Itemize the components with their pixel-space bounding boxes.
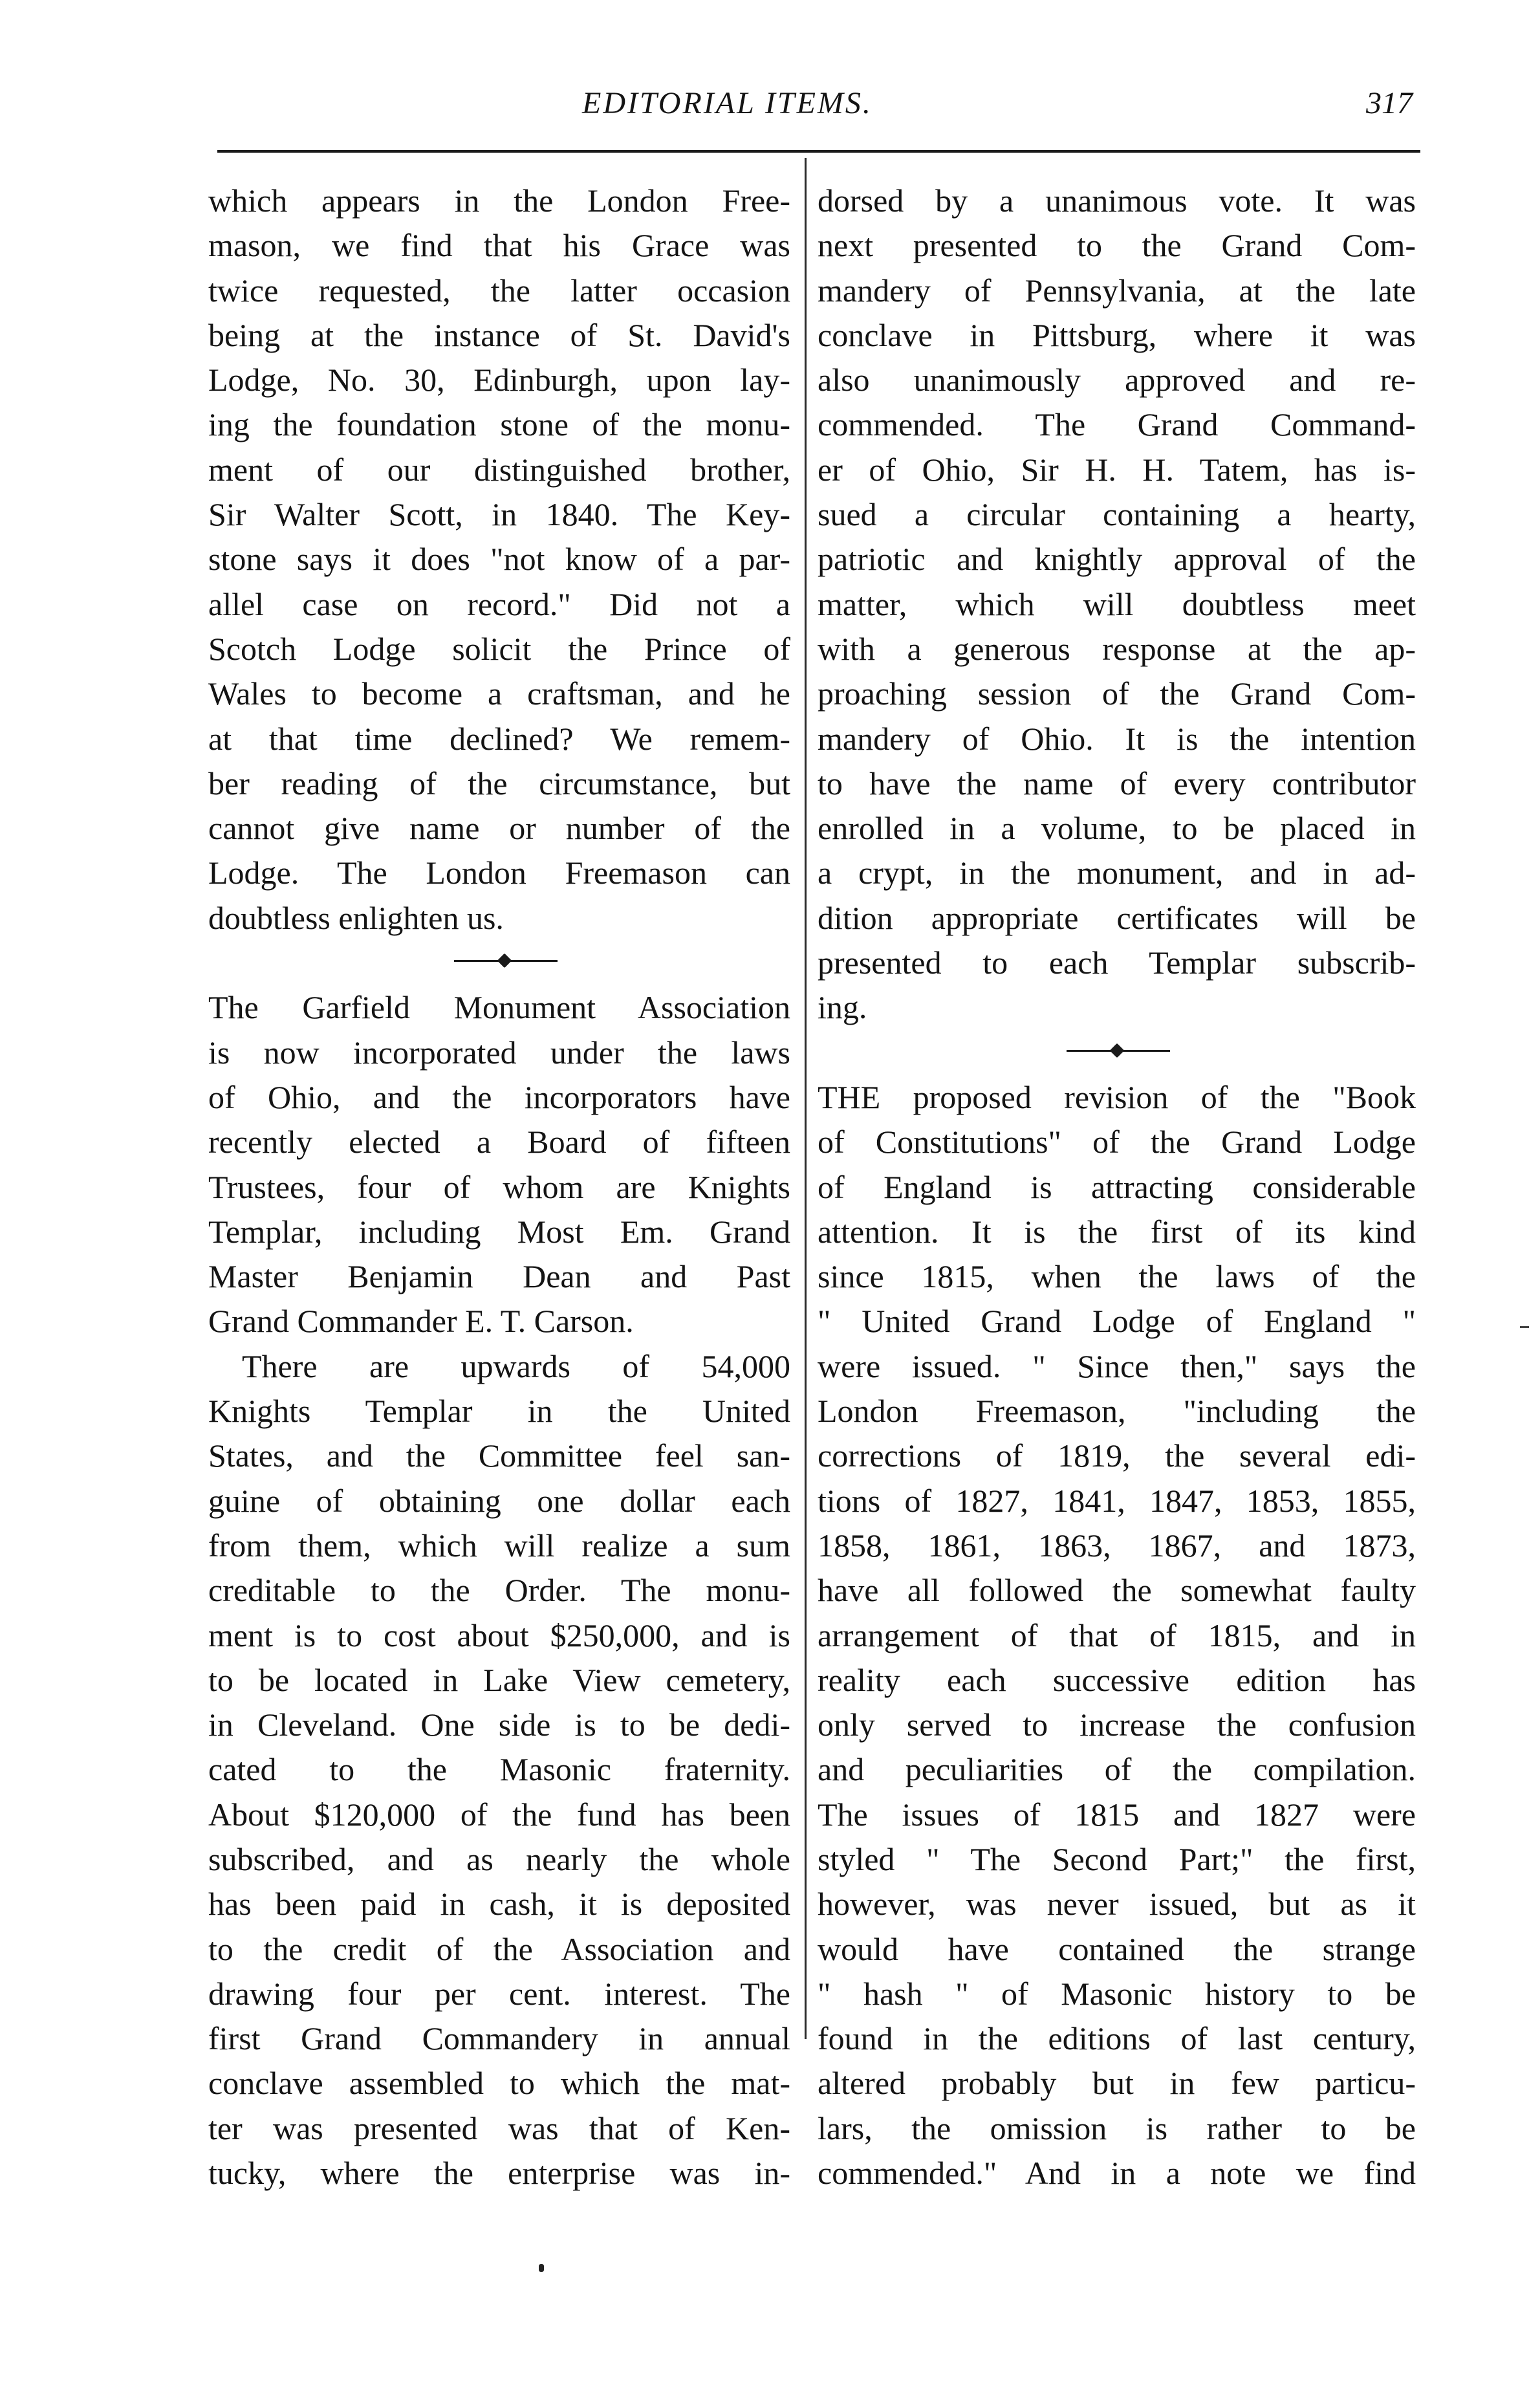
text-line: and peculiarities of the compilation. — [818, 1751, 1416, 1788]
text-line: since 1815, when the laws of the — [818, 1258, 1416, 1295]
print-mark — [1520, 1326, 1529, 1328]
paragraph-garfield-association — [208, 985, 790, 1344]
text-line: Knights Templar in the United — [208, 1393, 790, 1430]
text-line: of Ohio, and the incorporators have — [208, 1078, 790, 1115]
text-line: Lodge. The London Freemason can — [208, 855, 790, 891]
text-line: only served to increase the confusion — [818, 1706, 1416, 1743]
print-speck — [539, 2264, 544, 2272]
text-line: twice requested, the latter occasion — [208, 272, 790, 309]
text-line: of Constitutions" of the Grand Lodge — [818, 1124, 1416, 1161]
running-title: EDITORIAL ITEMS. — [582, 86, 873, 120]
text-line: Wales to become a craftsman, and he — [208, 675, 790, 712]
section-divider — [208, 941, 790, 985]
text-line: ter was presented was that of Ken- — [208, 2109, 790, 2146]
text-line: ber reading of the circumstance, but — [208, 765, 790, 801]
text-line: were issued. " Since then," says the — [818, 1347, 1416, 1384]
text-line: About $120,000 of the fund has been — [208, 1796, 790, 1833]
text-line: cated to the Masonic fraternity. — [208, 1751, 790, 1788]
right-column — [818, 179, 1416, 2196]
text-line: er of Ohio, Sir H. H. Tatem, has is- — [818, 451, 1416, 488]
text-line: doubtless enlighten us. — [208, 899, 504, 936]
text-line: would have contained the strange — [818, 1930, 1416, 1967]
section-divider — [818, 1030, 1416, 1075]
text-line: tions of 1827, 1841, 1847, 1853, 1855, — [818, 1482, 1416, 1519]
text-line: at that time declined? We remem- — [208, 720, 790, 757]
text-line: found in the editions of last century, — [818, 2020, 1416, 2057]
text-line: to be located in Lake View cemetery, — [208, 1661, 790, 1698]
text-line: mandery of Ohio. It is the intention — [818, 720, 1416, 757]
text-line: London Freemason, "including the — [818, 1393, 1416, 1430]
paragraph-freemason-note — [208, 179, 790, 941]
text-line: reality each successive edition has — [818, 1661, 1416, 1698]
text-line: There are upwards of 54,000 — [242, 1347, 790, 1384]
divider-ornament — [1067, 1050, 1170, 1052]
text-line: Templar, including Most Em. Grand — [208, 1213, 790, 1250]
text-line: corrections of 1819, the several edi- — [818, 1437, 1416, 1474]
text-line: of England is attracting considerable — [818, 1168, 1416, 1205]
text-line: from them, which will realize a sum — [208, 1527, 790, 1564]
text-line: being at the instance of St. David's — [208, 316, 790, 353]
column-rule — [805, 158, 807, 2039]
text-line: commended. The Grand Command- — [818, 406, 1416, 443]
text-line: altered probably but in few particu- — [818, 2065, 1416, 2102]
page-number: 317 — [1366, 86, 1413, 120]
text-line: however, was never issued, but as it — [818, 1886, 1416, 1923]
text-line: to have the name of every contributor — [818, 765, 1416, 801]
text-line: ing the foundation stone of the monu- — [208, 406, 790, 443]
text-line: conclave assembled to which the mat- — [208, 2065, 790, 2102]
paragraph-knights-templar — [208, 1344, 790, 2196]
divider-ornament — [454, 960, 558, 962]
text-line: Sir Walter Scott, in 1840. The Key- — [208, 496, 790, 533]
text-line: first Grand Commandery in annual — [208, 2020, 790, 2057]
text-line: styled " The Second Part;" the first, — [818, 1840, 1416, 1877]
text-line: conclave in Pittsburg, where it was — [818, 316, 1416, 353]
text-line: recently elected a Board of fifteen — [208, 1124, 790, 1161]
text-line: lars, the omission is rather to be — [818, 2109, 1416, 2146]
text-line: attention. It is the first of its kind — [818, 1213, 1416, 1250]
text-line: The Garfield Monument Association — [208, 989, 790, 1026]
text-line: enrolled in a volume, to be placed in — [818, 810, 1416, 847]
text-line: mandery of Pennsylvania, at the late — [818, 272, 1416, 309]
text-line: subscribed, and as nearly the whole — [208, 1840, 790, 1877]
text-line: dition appropriate certificates will be — [818, 899, 1416, 936]
text-line: " United Grand Lodge of England " — [818, 1303, 1416, 1340]
text-line: Lodge, No. 30, Edinburgh, upon lay- — [208, 362, 790, 398]
text-line: States, and the Committee feel san- — [208, 1437, 790, 1474]
text-line: " hash " of Masonic history to be — [818, 1975, 1416, 2012]
text-line: with a generous response at the ap- — [818, 630, 1416, 667]
text-line: in Cleveland. One side is to be dedi- — [208, 1706, 790, 1743]
text-line: THE proposed revision of the "Book — [818, 1078, 1416, 1115]
text-line: Trustees, four of whom are Knights — [208, 1168, 790, 1205]
text-line: tucky, where the enterprise was in- — [208, 2155, 790, 2192]
text-line: Scotch Lodge solicit the Prince of — [208, 630, 790, 667]
text-line: allel case on record." Did not a — [208, 585, 790, 622]
text-line: have all followed the somewhat faulty — [818, 1572, 1416, 1609]
text-line: to the credit of the Association and — [208, 1930, 790, 1967]
text-line: a crypt, in the monument, and in ad- — [818, 855, 1416, 891]
text-line: matter, which will doubtless meet — [818, 585, 1416, 622]
text-line: guine of obtaining one dollar each — [208, 1482, 790, 1519]
text-line: mason, we find that his Grace was — [208, 227, 790, 264]
text-line: is now incorporated under the laws — [208, 1034, 790, 1071]
text-line: patriotic and knightly approval of the — [818, 541, 1416, 578]
text-line: ment of our distinguished brother, — [208, 451, 790, 488]
text-line: ment is to cost about $250,000, and is — [208, 1617, 790, 1653]
text-line: proaching session of the Grand Com- — [818, 675, 1416, 712]
text-line: presented to each Templar subscrib- — [818, 944, 1416, 981]
paragraph-grand-commandery — [818, 179, 1416, 1030]
text-line: next presented to the Grand Com- — [818, 227, 1416, 264]
header-rule — [217, 150, 1420, 153]
text-line: dorsed by a unanimous vote. It was — [818, 182, 1416, 219]
text-line: drawing four per cent. interest. The — [208, 1975, 790, 2012]
text-line: also unanimously approved and re- — [818, 362, 1416, 398]
text-line: ing. — [818, 989, 867, 1026]
paragraph-book-of-constitutions — [818, 1075, 1416, 2196]
left-column — [208, 179, 790, 2196]
text-line: Master Benjamin Dean and Past — [208, 1258, 790, 1295]
text-line: which appears in the London Free- — [208, 182, 790, 219]
text-line: sued a circular containing a hearty, — [818, 496, 1416, 533]
text-line: cannot give name or number of the — [208, 810, 790, 847]
text-line: creditable to the Order. The monu- — [208, 1572, 790, 1609]
text-line: commended." And in a note we find — [818, 2155, 1416, 2192]
text-line: arrangement of that of 1815, and in — [818, 1617, 1416, 1653]
text-line: The issues of 1815 and 1827 were — [818, 1796, 1416, 1833]
text-line: has been paid in cash, it is deposited — [208, 1886, 790, 1923]
text-line: stone says it does "not know of a par- — [208, 541, 790, 578]
text-line: 1858, 1861, 1863, 1867, and 1873, — [818, 1527, 1416, 1564]
text-line: Grand Commander E. T. Carson. — [208, 1303, 634, 1340]
